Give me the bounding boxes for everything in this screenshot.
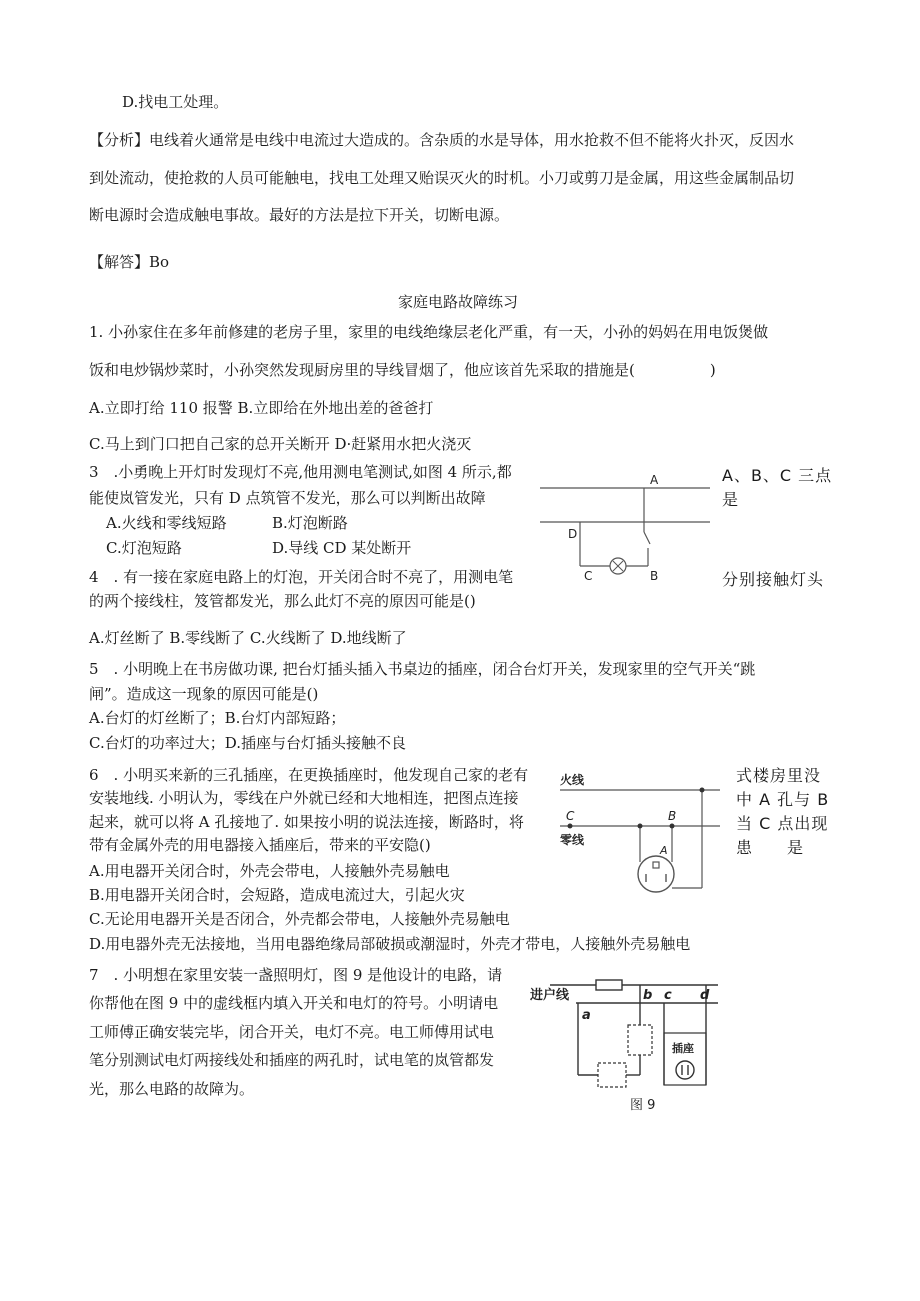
- q7-line-4: 笔分别测试电灯两接线处和插座的两孔时，试电笔的岚管都发: [89, 1051, 495, 1069]
- q3-option-b: B.灯泡断路: [272, 514, 348, 532]
- q6-line-1: 6 . 小明买来新的三孔插座，在更换插座时，他发现自己家的老有: [89, 766, 529, 784]
- q6-circuit-figure: [560, 770, 720, 895]
- q7-dashed-box-lamp: [598, 1063, 626, 1087]
- q7-label-b: b: [643, 988, 653, 1003]
- q7-line-2: 你帮他在图 9 中的虚线框内填入开关和电灯的符号。小明请电: [89, 994, 499, 1012]
- q6-option-d: D.用电器外壳无法接地，当用电器绝缘局部破损或潮湿时，外壳才带电，人接触外壳易触电: [89, 935, 691, 953]
- q6-side-text-3: 当 C 点出现: [736, 814, 829, 833]
- q6-line-2: 安装地线. 小明认为，零线在户外就已经和大地相连，把图点连接: [89, 789, 519, 807]
- q4-line-2: 的两个接线柱，笈管都发光，那么此灯不亮的原因可能是(): [89, 592, 476, 610]
- section-title: 家庭电路故障练习: [398, 293, 519, 311]
- answer: 【解答】Bo: [89, 253, 170, 271]
- q3-side-text-3: 分别接触灯头: [722, 570, 825, 589]
- q6-side-text-4: 患 是: [736, 838, 805, 857]
- q6-option-c: C.无论用电器开关是否闭合，外壳都会带电，人接触外壳易触电: [89, 910, 510, 928]
- q7-label-socket: 插座: [672, 1042, 694, 1055]
- q7-dashed-box-switch: [628, 1025, 652, 1055]
- q7-figure-caption: 图 9: [630, 1098, 656, 1113]
- q3-label-d: D: [568, 527, 578, 541]
- q7-label-c: c: [664, 988, 672, 1003]
- q6-label-a: A: [660, 844, 668, 857]
- analysis-line-2: 到处流动，使抢救的人员可能触电，找电工处理又贻误灭火的时机。小刀或剪刀是金属，用这些金属制品切: [89, 169, 795, 187]
- prev-option-d: D.找电工处理。: [122, 93, 229, 111]
- q7-socket: [676, 1061, 694, 1079]
- q3-label-a: A: [650, 473, 659, 487]
- q1-line-1: 1. 小孙家住在多年前修建的老房子里，家里的电线绝缘层老化严重，有一天，小孙的妈妈在用电饭煲做: [89, 323, 769, 341]
- q1-option-ab: A.立即打给 110 报警 B.立即给在外地出差的爸爸打: [89, 399, 434, 417]
- q5-option-cd: C.台灯的功率过大；D.插座与台灯插头接触不良: [89, 734, 406, 752]
- q6-label-b: B: [668, 809, 677, 823]
- q5-option-ab: A.台灯的灯丝断了；B.台灯内部短路；: [89, 709, 346, 727]
- q6-line-4: 带有金属外壳的用电器接入插座后，带来的平安隐(): [89, 836, 431, 854]
- q6-option-a: A.用电器开关闭合时，外壳会带电，人接触外壳易触电: [89, 862, 450, 880]
- q7-line-5: 光，那么电路的故障为。: [89, 1080, 255, 1098]
- q7-label-a: a: [582, 1008, 591, 1023]
- q6-line-3: 起来，就可以将 A 孔接地了. 如果按小明的说法连接，断路时，将: [89, 813, 524, 831]
- q6-side-text-1: 式楼房里没: [736, 766, 822, 785]
- q4-options: A.灯丝断了 B.零线断了 C.火线断了 D.地线断了: [89, 629, 407, 647]
- q3-circuit-figure: [540, 470, 710, 585]
- q3-line-1: 3 .小勇晚上开灯时发现灯不亮,他用测电笔测试,如图 4 所示,都: [89, 463, 512, 481]
- q5-line-1: 5 . 小明晚上在书房做功课, 把台灯插头插入书桌边的插座，闭合台灯开关，发现家里的空气开关“跳: [89, 660, 756, 678]
- q3-switch: [644, 532, 650, 544]
- q7-fuse: [596, 980, 622, 990]
- q6-label-c: C: [566, 809, 575, 823]
- q3-side-text-1: A、B、C 三点: [722, 466, 833, 485]
- q3-option-c: C.灯泡短路: [106, 539, 182, 557]
- q7-line-3: 工师傅正确安装完毕，闭合开关，电灯不亮。电工师傅用试电: [89, 1023, 495, 1041]
- q6-option-b: B.用电器开关闭合时，会短路，造成电流过大，引起火灾: [89, 886, 465, 904]
- q3-option-a: A.火线和零线短路: [106, 514, 227, 532]
- q1-line-2: 饭和电炒锅炒菜时，小孙突然发现厨房里的导线冒烟了，他应该首先采取的措施是( ): [89, 361, 716, 379]
- q7-socket-box: [664, 1033, 706, 1085]
- q7-label-entry: 进户线: [530, 988, 570, 1003]
- q3-label-c: C: [584, 569, 593, 583]
- q6-label-fire: 火线: [560, 773, 585, 787]
- q7-line-1: 7 . 小明想在家里安装一盏照明灯，图 9 是他设计的电路，请: [89, 966, 503, 984]
- q4-line-1: 4 . 有一接在家庭电路上的灯泡，开关闭合时不亮了，用测电笔: [89, 568, 514, 586]
- q3-line-2: 能使岚管发光，只有 D 点筑管不发光，那么可以判断出故障: [89, 489, 486, 507]
- q3-side-text-2: 是: [722, 490, 740, 509]
- analysis-line-3: 断电源时会造成触电事故。最好的方法是拉下开关，切断电源。: [89, 206, 510, 224]
- q6-label-neutral: 零线: [560, 833, 585, 847]
- q7-label-d: d: [700, 988, 710, 1003]
- q3-label-b: B: [650, 569, 659, 583]
- q6-side-text-2: 中 A 孔与 B: [736, 790, 830, 809]
- q3-option-d: D.导线 CD 某处断开: [272, 539, 412, 557]
- q7-circuit-figure: [530, 975, 730, 1115]
- analysis-line-1: 【分析】电线着火通常是电线中电流过大造成的。含杂质的水是导体，用水抢救不但不能将火扑灭，反因水: [89, 131, 795, 149]
- q1-option-cd: C.马上到门口把自己家的总开关断开 D·赶紧用水把火浇灭: [89, 435, 472, 453]
- q5-line-2: 闸”。造成这一现象的原因可能是(): [89, 685, 319, 703]
